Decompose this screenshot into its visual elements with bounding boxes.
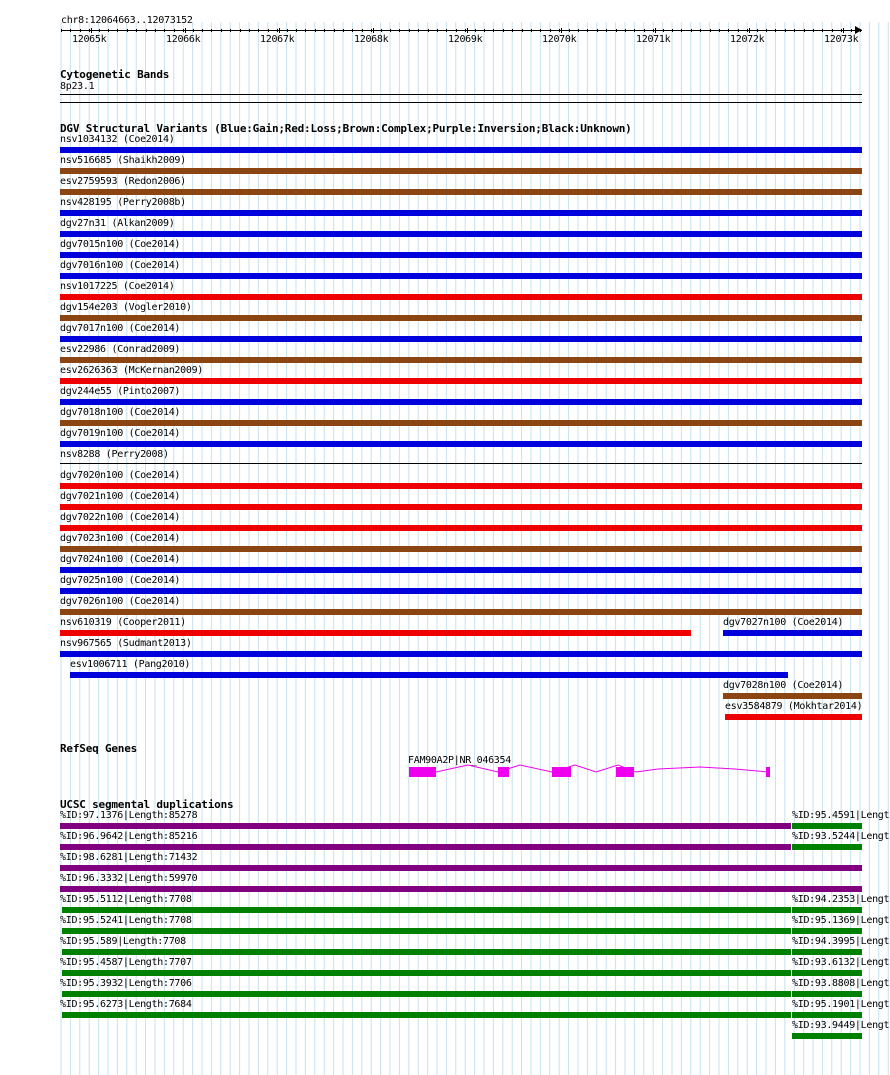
ruler-minor-tick [117, 29, 118, 32]
segdup-left-bar[interactable] [62, 970, 791, 976]
segdup-right-bar[interactable] [792, 823, 862, 829]
ruler-minor-tick [193, 29, 194, 32]
segdup-right-bar[interactable] [792, 970, 862, 976]
ruler-minor-tick [663, 29, 664, 32]
ruler-minor-tick [315, 29, 316, 32]
ruler-minor-tick [240, 29, 241, 32]
dgv-feature-bar[interactable] [60, 546, 862, 552]
ruler-minor-tick [747, 29, 748, 32]
segdup-left-bar[interactable] [62, 949, 791, 955]
segdup-right-bar[interactable] [792, 991, 862, 997]
dgv-feature-label[interactable]: esv1006711 (Pang2010) [70, 659, 191, 670]
cyto-band-label[interactable]: 8p23.1 [60, 81, 95, 92]
dgv-feature-bar[interactable] [60, 210, 862, 216]
ruler-minor-tick [700, 29, 701, 32]
gene-label[interactable]: FAM90A2P|NR_046354 [408, 755, 511, 766]
ruler-tick-label: 12068k [354, 34, 389, 45]
gene-exon-2 [498, 767, 509, 777]
segdup-left-label[interactable]: %ID:95.4587|Length:7707 [60, 957, 192, 968]
dgv-feature-bar[interactable] [60, 231, 862, 237]
dgv-feature-bar[interactable] [60, 168, 862, 174]
cyto-track-title[interactable]: Cytogenetic Bands [60, 68, 170, 81]
segdup-right-label[interactable]: %ID:95.1901|Lengt [792, 999, 890, 1010]
dgv-feature-bar[interactable] [725, 714, 862, 720]
segdup-left-label[interactable]: %ID:95.6273|Length:7684 [60, 999, 192, 1010]
gene-exon-1 [409, 767, 436, 777]
segdup-left-label[interactable]: %ID:96.9642|Length:85216 [60, 831, 198, 842]
ruler-minor-tick [136, 29, 137, 32]
dgv-feature-bar[interactable] [60, 420, 862, 426]
ruler-minor-tick [305, 29, 306, 32]
dgv-feature-line[interactable] [60, 463, 862, 464]
ruler-minor-tick [822, 29, 823, 32]
dgv-feature-bar[interactable] [60, 357, 862, 363]
ruler-tick [467, 28, 468, 33]
ruler-minor-tick [841, 29, 842, 32]
ruler-line [61, 30, 862, 31]
ruler-minor-tick [851, 29, 852, 32]
segdup-left-label[interactable]: %ID:98.6281|Length:71432 [60, 852, 198, 863]
ruler-minor-tick [832, 29, 833, 32]
dgv-feature-label[interactable]: dgv7017n100 (Coe2014) [60, 323, 181, 334]
ruler-minor-tick [202, 29, 203, 32]
ruler-minor-tick [531, 29, 532, 32]
dgv-feature-label[interactable]: nsv610319 (Cooper2011) [60, 617, 186, 628]
ruler-minor-tick [381, 29, 382, 32]
ruler-minor-tick [559, 29, 560, 32]
ruler-minor-tick [475, 29, 476, 32]
ruler-minor-tick [296, 29, 297, 32]
dgv-feature-bar[interactable] [60, 525, 862, 531]
segdup-right-label[interactable]: %ID:93.9449|Lengt [792, 1020, 890, 1031]
ruler-tick-label: 12070k [542, 34, 577, 45]
ruler-minor-tick [446, 29, 447, 32]
ruler-minor-tick [80, 29, 81, 32]
ruler-minor-tick [211, 29, 212, 32]
gene-exon-3 [552, 767, 571, 777]
dgv-feature-label[interactable]: nsv1034132 (Coe2014) [60, 134, 175, 145]
dgv-feature-bar[interactable] [60, 378, 862, 384]
gene-model[interactable] [400, 760, 780, 780]
ruler-minor-tick [61, 29, 62, 32]
dgv-feature-bar[interactable] [60, 399, 862, 405]
segdup-left-bar[interactable] [60, 823, 791, 829]
dgv-feature-label[interactable]: dgv7028n100 (Coe2014) [723, 680, 844, 691]
dgv-feature-bar[interactable] [723, 630, 862, 636]
segdup-left-bar[interactable] [60, 865, 862, 871]
ruler-position: chr8:12064663..12073152 [61, 15, 193, 26]
segdup-left-bar[interactable] [62, 928, 791, 934]
segdup-right-label[interactable]: %ID:93.8808|Lengt [792, 978, 890, 989]
ruler-minor-tick [343, 29, 344, 32]
ruler-minor-tick [794, 29, 795, 32]
dgv-feature-bar[interactable] [60, 294, 862, 300]
segdup-left-bar[interactable] [60, 886, 862, 892]
segdup-right-label[interactable]: %ID:93.6132|Lengt [792, 957, 890, 968]
ruler-tick-label: 12066k [166, 34, 201, 45]
dgv-feature-bar[interactable] [60, 252, 862, 258]
segdup-left-bar[interactable] [62, 907, 791, 913]
ruler-minor-tick [428, 29, 429, 32]
segdup-track-title[interactable]: UCSC segmental duplications [60, 798, 234, 811]
ruler-minor-tick [634, 29, 635, 32]
ruler-minor-tick [99, 29, 100, 32]
segdup-left-bar[interactable] [60, 844, 791, 850]
ruler-minor-tick [127, 29, 128, 32]
ruler-tick [373, 28, 374, 33]
dgv-feature-bar[interactable] [60, 588, 862, 594]
ruler-minor-tick [324, 29, 325, 32]
dgv-feature-bar[interactable] [60, 504, 862, 510]
segdup-right-bar[interactable] [792, 844, 862, 850]
ruler-tick-label: 12069k [448, 34, 483, 45]
ruler-minor-tick [437, 29, 438, 32]
ruler-minor-tick [221, 29, 222, 32]
ruler-minor-tick [89, 29, 90, 32]
ruler-minor-tick [728, 29, 729, 32]
cyto-band-line-top [60, 94, 862, 95]
dgv-feature-bar[interactable] [60, 483, 862, 489]
segdup-right-bar[interactable] [792, 907, 862, 913]
ruler-minor-tick [146, 29, 147, 32]
dgv-feature-label[interactable]: dgv7020n100 (Coe2014) [60, 470, 181, 481]
ruler-minor-tick [691, 29, 692, 32]
dgv-feature-bar[interactable] [723, 693, 862, 699]
cyto-band-line-bottom [60, 102, 862, 103]
segdup-right-bar[interactable] [792, 928, 862, 934]
dgv-feature-label[interactable]: dgv7018n100 (Coe2014) [60, 407, 181, 418]
ruler-minor-tick [484, 29, 485, 32]
ruler-minor-tick [550, 29, 551, 32]
ruler-minor-tick [249, 29, 250, 32]
ruler-minor-tick [108, 29, 109, 32]
ruler-tick-label: 12065k [72, 34, 107, 45]
dgv-feature-label[interactable]: dgv7027n100 (Coe2014) [723, 617, 844, 628]
ruler-tick-label: 12071k [636, 34, 671, 45]
ruler-minor-tick [681, 29, 682, 32]
dgv-feature-label[interactable]: dgv7016n100 (Coe2014) [60, 260, 181, 271]
dgv-feature-label[interactable]: dgv27n31 (Alkan2009) [60, 218, 175, 229]
dgv-track-title[interactable]: DGV Structural Variants (Blue:Gain;Red:Loss;Brown:Complex;Purple:Inversion;Black:Unknown) [60, 122, 632, 135]
segdup-right-label[interactable]: %ID:95.4591|Lengt [792, 810, 890, 821]
ruler-minor-tick [766, 29, 767, 32]
dgv-feature-bar[interactable] [60, 609, 862, 615]
ruler-minor-tick [183, 29, 184, 32]
ruler-minor-tick [597, 29, 598, 32]
segdup-left-label[interactable]: %ID:95.5241|Length:7708 [60, 915, 192, 926]
gene-intron-lines [436, 765, 768, 772]
dgv-feature-label[interactable]: dgv244e55 (Pinto2007) [60, 386, 181, 397]
ruler-minor-tick [578, 29, 579, 32]
ruler-minor-tick [465, 29, 466, 32]
dgv-feature-label[interactable]: dgv7022n100 (Coe2014) [60, 512, 181, 523]
ruler-minor-tick [672, 29, 673, 32]
ruler-tick [561, 28, 562, 33]
dgv-feature-label[interactable]: nsv516685 (Shaikh2009) [60, 155, 186, 166]
dgv-feature-label[interactable]: nsv967565 (Sudmant2013) [60, 638, 192, 649]
segdup-left-label[interactable]: %ID:95.5112|Length:7708 [60, 894, 192, 905]
ruler-minor-tick [625, 29, 626, 32]
ruler-minor-tick [277, 29, 278, 32]
ruler-minor-tick [804, 29, 805, 32]
ruler-minor-tick [352, 29, 353, 32]
ruler-tick-label: 12067k [260, 34, 295, 45]
segdup-right-label[interactable]: %ID:94.3995|Lengt [792, 936, 890, 947]
dgv-feature-label[interactable]: nsv1017225 (Coe2014) [60, 281, 175, 292]
segdup-left-label[interactable]: %ID:96.3332|Length:59970 [60, 873, 198, 884]
dgv-feature-label[interactable]: dgv7026n100 (Coe2014) [60, 596, 181, 607]
dgv-feature-label[interactable]: dgv7023n100 (Coe2014) [60, 533, 181, 544]
dgv-feature-label[interactable]: esv2626363 (McKernan2009) [60, 365, 204, 376]
ruler-minor-tick [710, 29, 711, 32]
ruler-minor-tick [418, 29, 419, 32]
segdup-right-bar[interactable] [792, 1012, 862, 1018]
dgv-feature-label[interactable]: dgv7024n100 (Coe2014) [60, 554, 181, 565]
ruler-minor-tick [70, 29, 71, 32]
segdup-right-label[interactable]: %ID:93.5244|Lengt [792, 831, 890, 842]
ruler-minor-tick [503, 29, 504, 32]
ruler-minor-tick [230, 29, 231, 32]
ruler-minor-tick [606, 29, 607, 32]
dgv-feature-label[interactable]: nsv8288 (Perry2008) [60, 449, 169, 460]
ruler-tick [91, 28, 92, 33]
dgv-feature-bar[interactable] [60, 630, 691, 636]
dgv-feature-label[interactable]: nsv428195 (Perry2008b) [60, 197, 186, 208]
ruler-minor-tick [334, 29, 335, 32]
ruler-tick [279, 28, 280, 33]
dgv-feature-bar[interactable] [60, 336, 862, 342]
ruler-tick [843, 28, 844, 33]
gene-exon-4 [616, 767, 634, 777]
dgv-feature-bar[interactable] [60, 441, 862, 447]
dgv-feature-bar[interactable] [60, 147, 862, 153]
ruler-tick-label: 12073k [824, 34, 859, 45]
segdup-right-bar[interactable] [792, 1033, 862, 1039]
segdup-right-bar[interactable] [792, 949, 862, 955]
ruler-minor-tick [587, 29, 588, 32]
refseq-track-title[interactable]: RefSeq Genes [60, 742, 138, 755]
ruler-minor-tick [785, 29, 786, 32]
segdup-left-bar[interactable] [62, 1012, 791, 1018]
ruler-minor-tick [362, 29, 363, 32]
dgv-feature-label[interactable]: esv3584879 (Mokhtar2014) [725, 701, 863, 712]
dgv-feature-bar[interactable] [70, 672, 788, 678]
dgv-feature-label[interactable]: dgv7015n100 (Coe2014) [60, 239, 181, 250]
gene-exon-5 [766, 767, 770, 777]
segdup-left-label[interactable]: %ID:95.3932|Length:7706 [60, 978, 192, 989]
ruler-minor-tick [174, 29, 175, 32]
ruler-minor-tick [860, 29, 861, 32]
dgv-feature-label[interactable]: dgv7025n100 (Coe2014) [60, 575, 181, 586]
ruler-minor-tick [616, 29, 617, 32]
ruler-minor-tick [409, 29, 410, 32]
dgv-feature-label[interactable]: dgv7019n100 (Coe2014) [60, 428, 181, 439]
segdup-left-label[interactable]: %ID:95.589|Length:7708 [60, 936, 186, 947]
ruler-minor-tick [512, 29, 513, 32]
dgv-feature-label[interactable]: esv22986 (Conrad2009) [60, 344, 181, 355]
ruler-minor-tick [738, 29, 739, 32]
dgv-feature-label[interactable]: esv2759593 (Redon2006) [60, 176, 186, 187]
dgv-feature-bar[interactable] [60, 315, 862, 321]
ruler-tick [185, 28, 186, 33]
ruler-minor-tick [268, 29, 269, 32]
ruler-minor-tick [719, 29, 720, 32]
ruler-minor-tick [569, 29, 570, 32]
ruler-minor-tick [371, 29, 372, 32]
ruler-minor-tick [540, 29, 541, 32]
ruler-minor-tick [258, 29, 259, 32]
ruler-minor-tick [653, 29, 654, 32]
ruler-minor-tick [164, 29, 165, 32]
ruler-minor-tick [456, 29, 457, 32]
ruler-minor-tick [813, 29, 814, 32]
segdup-right-label[interactable]: %ID:94.2353|Lengt [792, 894, 890, 905]
dgv-feature-bar[interactable] [60, 273, 862, 279]
dgv-feature-bar[interactable] [60, 189, 862, 195]
ruler-minor-tick [390, 29, 391, 32]
segdup-right-label[interactable]: %ID:95.1369|Lengt [792, 915, 890, 926]
dgv-feature-label[interactable]: dgv154e203 (Vogler2010) [60, 302, 192, 313]
segdup-left-bar[interactable] [62, 991, 791, 997]
ruler-tick [655, 28, 656, 33]
ruler-minor-tick [287, 29, 288, 32]
ruler-minor-tick [775, 29, 776, 32]
dgv-feature-bar[interactable] [60, 651, 862, 657]
ruler-minor-tick [757, 29, 758, 32]
ruler-tick-label: 12072k [730, 34, 765, 45]
segdup-left-label[interactable]: %ID:97.1376|Length:85278 [60, 810, 198, 821]
ruler-minor-tick [155, 29, 156, 32]
dgv-feature-bar[interactable] [60, 567, 862, 573]
ruler-minor-tick [644, 29, 645, 32]
ruler-tick [749, 28, 750, 33]
ruler-minor-tick [399, 29, 400, 32]
ruler-minor-tick [522, 29, 523, 32]
ruler-minor-tick [493, 29, 494, 32]
dgv-feature-label[interactable]: dgv7021n100 (Coe2014) [60, 491, 181, 502]
